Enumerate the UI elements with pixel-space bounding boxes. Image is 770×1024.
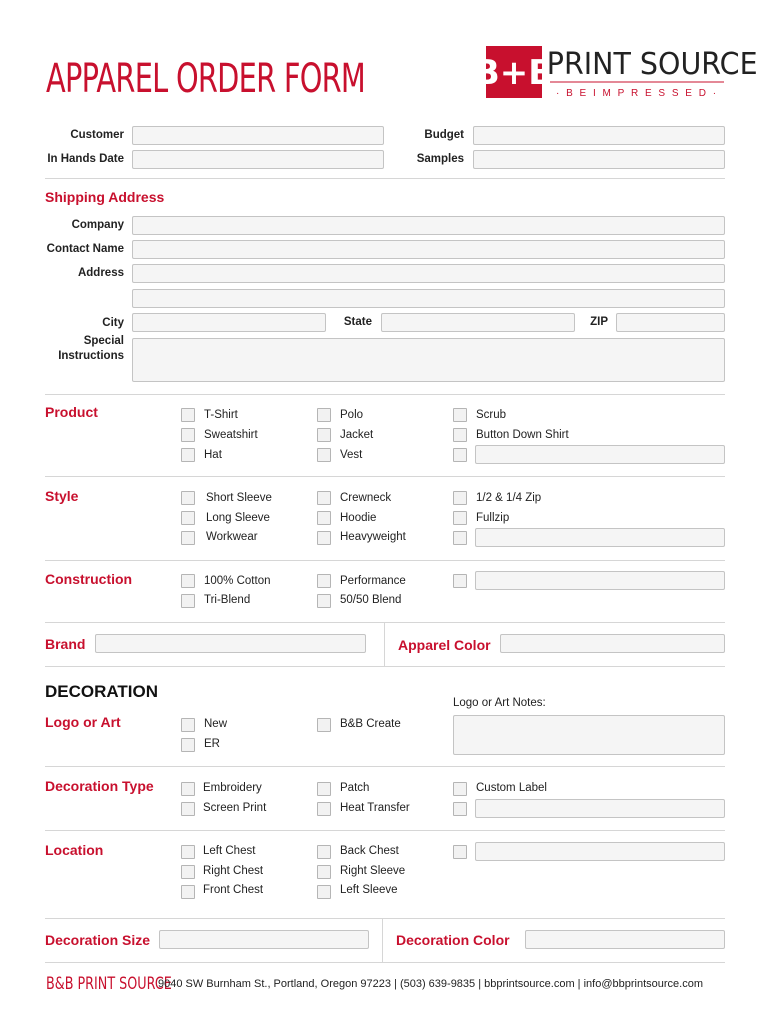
shipping-heading: Shipping Address [45,189,165,205]
in-hands-date-label: In Hands Date [47,153,124,165]
address-label: Address [77,267,124,279]
polo-checkbox[interactable] [317,408,331,422]
state-field[interactable] [381,313,575,332]
decoration-color-heading: Decoration Color [396,932,510,948]
contact-name-field[interactable] [132,240,725,259]
decoration-color-field[interactable] [525,930,725,949]
logo-name: PRINT SOURCE [546,46,758,82]
new-checkbox[interactable] [181,718,195,732]
bb-create-checkbox[interactable] [317,718,331,732]
crewneck-label: Crewneck [340,492,392,504]
front-chest-checkbox[interactable] [181,885,195,899]
style-other-checkbox[interactable] [453,531,467,545]
divider [45,622,725,623]
left-chest-label: Left Chest [203,845,256,857]
sweatshirt-checkbox[interactable] [181,428,195,442]
page-title: APPAREL ORDER FORM [46,56,366,102]
cotton-label: 100% Cotton [204,575,271,587]
patch-checkbox[interactable] [317,782,331,796]
divider [45,394,725,395]
divider [384,622,385,666]
hat-checkbox[interactable] [181,448,195,462]
decoration-type-other-checkbox[interactable] [453,802,467,816]
custom-label-label: Custom Label [476,782,547,794]
product-other-field[interactable] [475,445,725,464]
screen-print-checkbox[interactable] [181,802,195,816]
divider [45,666,725,667]
performance-checkbox[interactable] [317,574,331,588]
decoration-size-heading: Decoration Size [45,932,151,948]
apparel-color-field[interactable] [500,634,725,653]
state-label: State [343,316,372,328]
divider [45,560,725,561]
brand-field[interactable] [95,634,366,653]
city-field[interactable] [132,313,326,332]
tri-blend-label: Tri-Blend [204,594,251,606]
fullzip-checkbox[interactable] [453,511,467,525]
screen-print-label: Screen Print [203,802,267,814]
construction-heading: Construction [45,571,133,587]
fullzip-label: Fullzip [476,512,510,524]
back-chest-label: Back Chest [340,845,399,857]
decoration-type-other-field[interactable] [475,799,725,818]
tshirt-label: T-Shirt [204,409,238,421]
cotton-checkbox[interactable] [181,574,195,588]
hat-label: Hat [204,449,222,461]
half-quarter-zip-checkbox[interactable] [453,491,467,505]
hoodie-checkbox[interactable] [317,511,331,525]
divider [45,918,725,919]
budget-field[interactable] [473,126,725,145]
er-label: ER [204,738,220,750]
heat-transfer-label: Heat Transfer [340,802,410,814]
samples-field[interactable] [473,150,725,169]
address-field-1[interactable] [132,264,725,283]
brand-heading: Brand [45,636,86,652]
performance-label: Performance [340,575,406,587]
scrub-checkbox[interactable] [453,408,467,422]
style-heading: Style [45,488,79,504]
half-quarter-zip-label: 1/2 & 1/4 Zip [476,492,542,504]
embroidery-label: Embroidery [203,782,262,794]
address-field-2[interactable] [132,289,725,308]
right-sleeve-label: Right Sleeve [340,865,406,877]
construction-other-field[interactable] [475,571,725,590]
front-chest-label: Front Chest [203,884,264,896]
back-chest-checkbox[interactable] [317,845,331,859]
style-other-field[interactable] [475,528,725,547]
custom-label-checkbox[interactable] [453,782,467,796]
button-down-shirt-label: Button Down Shirt [476,429,569,441]
new-label: New [204,718,228,730]
sweatshirt-label: Sweatshirt [204,429,258,441]
vest-label: Vest [340,449,363,461]
crewneck-checkbox[interactable] [317,491,331,505]
er-checkbox[interactable] [181,738,195,752]
right-chest-checkbox[interactable] [181,865,195,879]
divider [45,962,725,963]
contact-name-label: Contact Name [46,243,124,255]
heavyweight-checkbox[interactable] [317,531,331,545]
bb-create-label: B&B Create [340,718,401,730]
company-label: Company [71,219,124,231]
footer-logo: B&B PRINT SOURCE [46,974,172,994]
jacket-checkbox[interactable] [317,428,331,442]
logo-art-notes-label: Logo or Art Notes: [453,697,546,709]
budget-label: Budget [424,129,464,141]
divider [45,766,725,767]
left-sleeve-label: Left Sleeve [340,884,398,896]
polo-label: Polo [340,409,364,421]
patch-label: Patch [340,782,370,794]
zip-field[interactable] [616,313,725,332]
hoodie-label: Hoodie [340,512,377,524]
decoration-size-field[interactable] [159,930,369,949]
divider [45,830,725,831]
special-instructions-label-1: Special [83,335,124,347]
zip-label: ZIP [590,316,608,328]
product-heading: Product [45,404,98,420]
bb-print-source-logo [473,44,758,100]
samples-label: Samples [416,153,464,165]
divider [45,476,725,477]
divider [45,178,725,179]
embroidery-checkbox[interactable] [181,782,195,796]
location-other-checkbox[interactable] [453,845,467,859]
button-down-shirt-checkbox[interactable] [453,428,467,442]
right-sleeve-checkbox[interactable] [317,865,331,879]
apparel-color-heading: Apparel Color [398,637,491,653]
logo-tagline: · B E I M P R E S S E D · [556,88,719,99]
left-sleeve-checkbox[interactable] [317,885,331,899]
decoration-type-heading: Decoration Type [45,778,154,794]
svg-text:B+B: B+B [473,53,555,93]
right-chest-label: Right Chest [203,865,264,877]
company-field[interactable] [132,216,725,235]
fifty-fifty-label: 50/50 Blend [340,594,402,606]
divider [382,918,383,962]
special-instructions-field[interactable] [132,338,725,382]
short-sleeve-checkbox[interactable] [181,491,195,505]
long-sleeve-checkbox[interactable] [181,511,195,525]
fifty-fifty-checkbox[interactable] [317,594,331,608]
in-hands-date-field[interactable] [132,150,384,169]
scrub-label: Scrub [476,409,507,421]
decoration-heading: DECORATION [45,682,159,701]
jacket-label: Jacket [340,429,374,441]
workwear-checkbox[interactable] [181,531,195,545]
left-chest-checkbox[interactable] [181,845,195,859]
vest-checkbox[interactable] [317,448,331,462]
short-sleeve-label: Short Sleeve [206,492,272,504]
tshirt-checkbox[interactable] [181,408,195,422]
long-sleeve-label: Long Sleeve [206,512,270,524]
heavyweight-label: Heavyweight [340,531,406,543]
logo-or-art-heading: Logo or Art [45,714,121,730]
special-instructions-label-2: Instructions [58,350,124,362]
city-label: City [102,317,124,329]
heat-transfer-checkbox[interactable] [317,802,331,816]
location-heading: Location [45,842,104,858]
product-other-checkbox[interactable] [453,448,467,462]
construction-other-checkbox[interactable] [453,574,467,588]
customer-field[interactable] [132,126,384,145]
customer-label: Customer [70,129,124,141]
workwear-label: Workwear [206,531,258,543]
logo-art-notes-field[interactable] [453,715,725,755]
footer-contact: 9040 SW Burnham St., Portland, Oregon 97223 | (503) 639-9835 | bbprintsource.com | info@bbprintsource.com [158,978,703,990]
location-other-field[interactable] [475,842,725,861]
tri-blend-checkbox[interactable] [181,594,195,608]
